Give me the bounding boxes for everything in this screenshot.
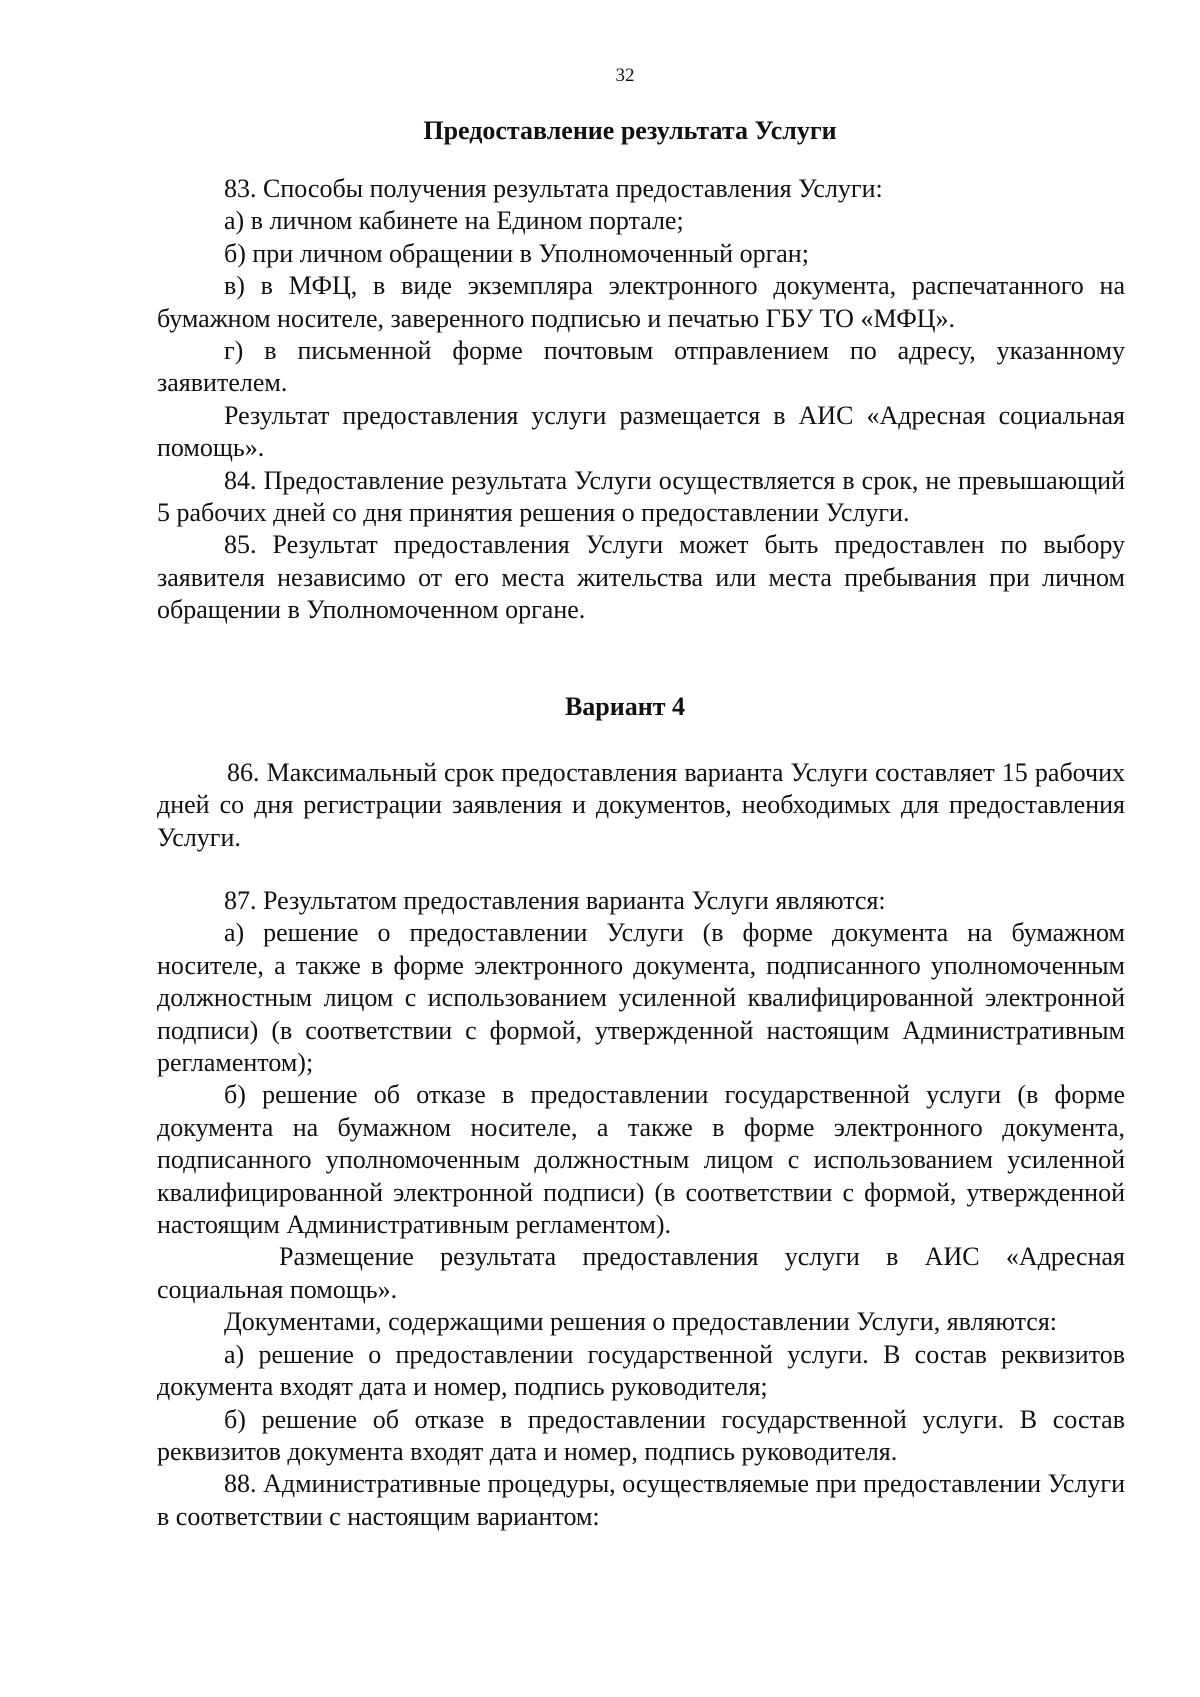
paragraph-83: 83. Способы получения результата предоставления Услуги: [224,174,883,203]
variant-paragraph-86-block [157,757,1125,854]
list-item-doc-a: а) решение о предоставлении государственной услуги. В состав реквизитов документа входят дата и номер, подпись руководителя; [157,1339,1125,1402]
variant-section-body [157,885,1125,1533]
page-number: 32 [615,65,635,86]
list-item-83v: в) в МФЦ, в виде экземпляра электронного документа, распечатанного на бумажном носителе, заверенного подписью и печатью ГБУ ТО «МФЦ». [157,271,1125,333]
list-item-83g: г) в письменной форме почтовым отправлением по адресу, указанному заявителем. [157,336,1125,398]
result-section-body [157,173,1125,627]
paragraph-placement: Размещение результата предоставления услуги в АИС «Адресная социальная помощь». [157,1242,1125,1304]
paragraph-documents-intro: Документами, содержащими решения о предоставлении Услуги, являются: [224,1307,1058,1337]
section-heading-result: Предоставление результата Услуги [423,116,837,145]
paragraph-84: 84. Предоставление результата Услуги осуществляется в срок, не превышающий 5 рабочих дней со дня принятия решения о предоставлении Услуги. [157,465,1125,528]
paragraph-85: 85. Результат предоставления Услуги может быть предоставлен по выбору заявителя независимо от его места жительства или места пребывания при личном обращении в Уполномоченном органе. [157,530,1125,625]
list-item-83b: б) при личном обращении в Уполномоченный орган; [224,238,809,268]
list-item-87a: а) решение о предоставлении Услуги (в форме документа на бумажном носителе, а также в форме электронного документа, подписанного уполномоченным должностным лицом с использованием усиленной квалифицированной электронной подписи) (в соответствии с формой, утвержденной настоящим Административным регламентом); [157,918,1125,1078]
paragraph-result-placement: Результат предоставления услуги размещается в АИС «Адресная социальная помощь». [157,400,1125,463]
list-item-doc-b: б) решение об отказе в предоставлении государственной услуги. В состав реквизитов документа входят дата и номер, подпись руководителя. [157,1404,1125,1466]
list-item-87b: б) решение об отказе в предоставлении государственной услуги (в форме документа на бумажном носителе, а также в форме электронного документа, подписанного уполномоченным должностным лицом с использованием усиленной квалифицированной электронной подписи) (в соответствии с формой, утвержденной настоящим Административным регламентом). [157,1080,1125,1240]
paragraph-87: 87. Результатом предоставления варианта Услуги являются: [224,886,886,915]
paragraph-86: 86. Максимальный срок предоставления варианта Услуги составляет 15 рабочих дней со дня регистрации заявления и документов, необходимых для предоставления Услуги. [157,758,1125,852]
list-item-83a: а) в личном кабинете на Едином портале; [224,206,684,236]
section-heading-variant: Вариант 4 [564,692,686,721]
paragraph-88: 88. Административные процедуры, осуществляемые при предоставлении Услуги в соответствии с настоящим вариантом: [157,1469,1125,1531]
